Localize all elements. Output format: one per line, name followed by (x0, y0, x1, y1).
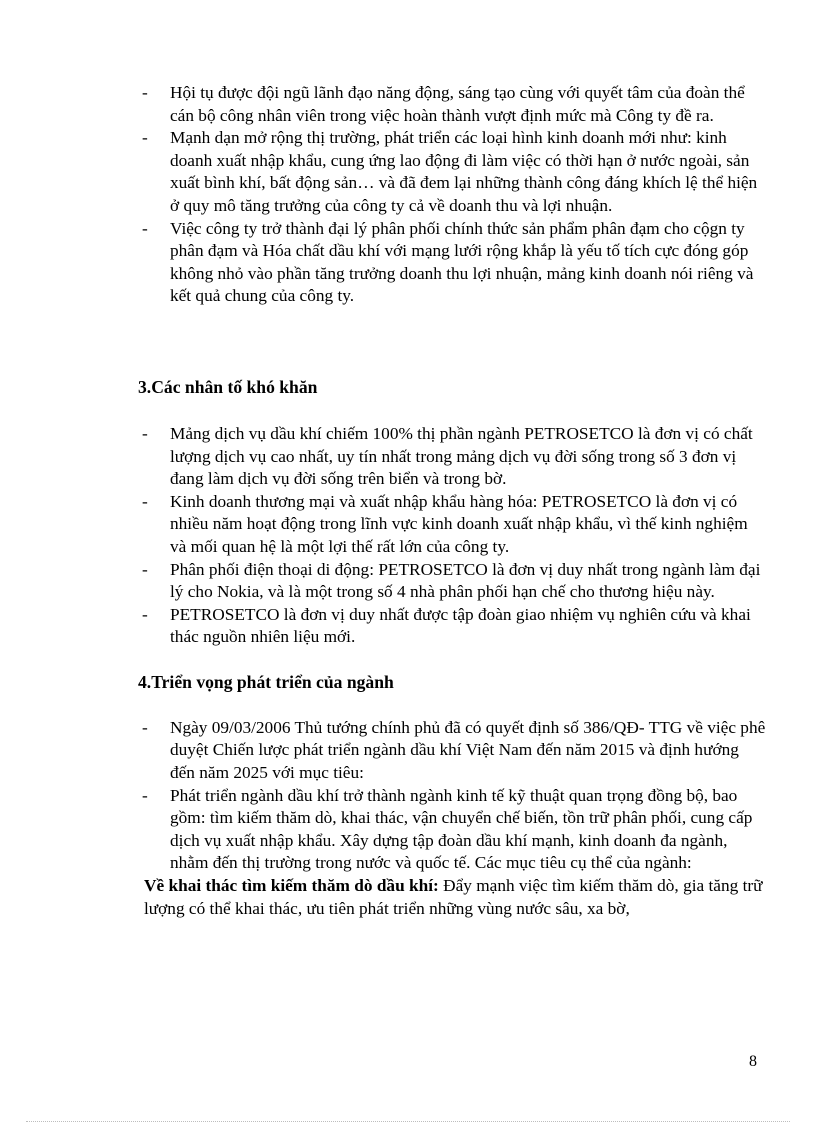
list-item-text: Hội tụ được đội ngũ lãnh đạo năng động, sáng tạo cùng với quyết tâm của đoàn thể cán bộ công nhân viên trong việc hoàn thành vượt định mức mà Công ty đề ra. (170, 83, 745, 125)
bullet-marker: - (142, 491, 148, 511)
list-item (138, 604, 768, 649)
intro-bullet-list (138, 82, 768, 308)
list-item-text: Mảng dịch vụ dầu khí chiếm 100% thị phần ngành PETROSETCO là đơn vị có chất lượng dịch vụ cao nhất, uy tín nhất trong mảng dịch vụ đời sống trong số 3 đơn vị đang làm dịch vụ đời sống trên biển và trong bờ. (170, 423, 753, 489)
bullet-marker: - (142, 559, 148, 579)
list-item-text: PETROSETCO là đơn vị duy nhất được tập đoàn giao nhiệm vụ nghiên cứu và khai thác nguồn nhiên liệu mới. (170, 604, 751, 647)
bullet-marker: - (142, 128, 148, 148)
section-4-bullet-list (138, 717, 768, 875)
list-item-text: Việc công ty trở thành đại lý phân phối chính thức sản phẩm phân đạm cho cộgn ty phân đạm và Hóa chất dầu khí với mạng lưới rộng khắp là yếu tố tích cực đóng góp không nhỏ vào phần tăng trưởng doanh thu lợi nhuận, mảng kinh doanh nói riêng và kết quả chung của công ty. (170, 218, 754, 306)
section-3-bullet-list (138, 423, 768, 649)
list-item (138, 127, 768, 217)
list-item-text: Kinh doanh thương mại và xuất nhập khẩu hàng hóa: PETROSETCO là đơn vị có nhiều năm hoạt động trong lĩnh vực kinh doanh xuất nhập khẩu, vì thế kinh nghiệm và mối quan hệ là một lợi thế rất lớn của công ty. (170, 491, 748, 556)
section-4-heading: 4.Triển vọng phát triển của ngành (138, 671, 394, 692)
section-3-heading: 3.Các nhân tố khó khăn (138, 376, 318, 397)
bullet-marker: - (142, 717, 148, 737)
bullet-marker: - (142, 218, 148, 238)
footer-divider (26, 1121, 790, 1122)
list-item (138, 559, 768, 604)
page-content (138, 82, 768, 920)
list-item-text: Phân phối điện thoại di động: PETROSETCO là đơn vị duy nhất trong ngành làm đại lý cho Nokia, và là một trong số 4 nhà phân phối hạn chế cho thương hiệu này. (170, 559, 761, 602)
paragraph-lead: Về khai thác tìm kiếm thăm dò dầu khí: (144, 876, 439, 896)
paragraph-text: Đẩy mạnh việc tìm kiếm thăm dò, gia tăng trữ lượng có thể khai thác, ưu tiên phát triển những vùng nước sâu, xa bờ, (144, 876, 763, 918)
bullet-marker: - (142, 604, 148, 624)
list-item-text: Phát triển ngành dầu khí trở thành ngành kinh tế kỹ thuật quan trọng đồng bộ, bao gồm: tìm kiếm thăm dò, khai thác, vận chuyển chế biến, tồn trữ phân phối, cung cấp dịch vụ xuất nhập khẩu. Xây dựng tập đoàn dầu khí mạnh, kinh doanh đa ngành, nhằm đến thị trường trong nước và quốc tế. Các mục tiêu cụ thể của ngành: (170, 785, 753, 873)
bullet-marker: - (142, 423, 148, 443)
list-item-text: Ngày 09/03/2006 Thủ tướng chính phủ đã có quyết định số 386/QĐ- TTG về việc phê duyệt Chiến lược phát triển ngành dầu khí Việt Nam đến năm 2015 và định hướng đến năm 2025 với mục tiêu: (170, 717, 766, 783)
list-item (138, 82, 768, 127)
page-number: 8 (749, 1053, 757, 1070)
list-item (138, 218, 768, 308)
list-item (138, 423, 768, 491)
list-item (138, 491, 768, 559)
list-item-text: Mạnh dạn mở rộng thị trường, phát triển các loại hình kinh doanh mới như: kinh doanh xuất nhập khẩu, cung ứng lao động đi làm việc có thời hạn ở nước ngoài, sản xuất bình khí, bất động sản… và đã đem lại những thành công đáng khích lệ thể hiện ở quy mô tăng trưởng của công ty cả về doanh thu và lợi nhuận. (170, 128, 758, 215)
exploration-paragraph (144, 875, 768, 920)
list-item (138, 785, 768, 875)
bullet-marker: - (142, 785, 148, 805)
list-item (138, 717, 768, 785)
bullet-marker: - (142, 83, 148, 102)
